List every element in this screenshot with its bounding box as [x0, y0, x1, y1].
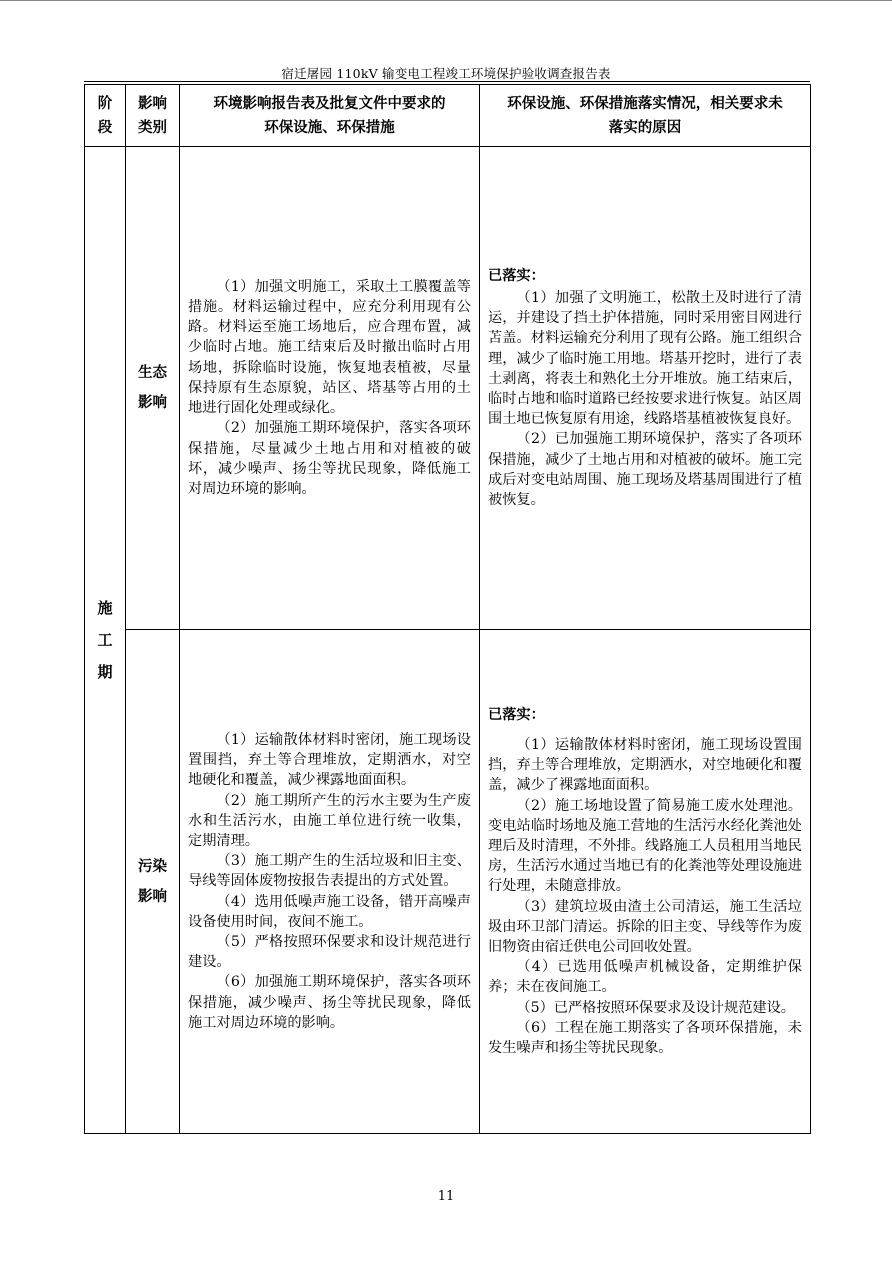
header-stage: [85, 85, 126, 147]
implementation-item: （5）已严格按照环保要求及设计规范建设。: [516, 999, 795, 1016]
type-ecological-line-2: 影响: [138, 395, 167, 411]
header-requirements-line-2: 环保设施、环保措施: [264, 119, 395, 136]
requirements-cell-ecological: [180, 147, 480, 630]
top-border-line: [0, 0, 892, 1]
header-implementation-line-1: 环保设施、环保措施落实情况，相关要求未: [507, 95, 783, 112]
implementation-item: （2）已加强施工期环境保护，落实了各项环保措施，减少了土地占用和对植被的破坏。施工完成后对变电站周围、施工现场及塔基周围进行了植被恢复。: [488, 431, 802, 509]
header-implementation: [480, 85, 811, 147]
requirement-item: （5）严格按照环保要求和设计规范进行建设。: [188, 934, 471, 971]
stage-char-3: 期: [97, 663, 113, 681]
requirement-item: （1）运输散体材料时密闭，施工现场设置围挡，弃土等合理堆放，定期洒水，对空地硬化和覆盖，减少裸露地面面积。: [188, 731, 471, 789]
table-header-row: [85, 85, 811, 147]
requirement-item: （1）加强文明施工，采取土工膜覆盖等措施。材料运输过程中，应充分利用现有公路。材料运至施工场地后，应合理布置，减少临时占地。施工结束后及时撤出临时占用场地，拆除临时设施，恢复地表植被，尽量保持原有生态原貌，站区、塔基等占用的土地进行固化处理或绿化。: [188, 278, 471, 417]
implementation-item: （1）运输散体材料时密闭，施工现场设置围挡，弃土等合理堆放，定期洒水，对空地硬化和覆盖，减少了裸露地面面积。: [488, 736, 802, 794]
requirement-item: （4）选用低噪声施工设备，错开高噪声设备使用时间，夜间不施工。: [188, 893, 471, 930]
status-label: 已落实：: [488, 706, 545, 723]
type-cell-pollution: [126, 630, 180, 1134]
header-type: [126, 85, 180, 147]
header-implementation-line-2: 落实的原因: [608, 119, 682, 136]
report-header-title: 宿迁屠园 110kV 输变电工程竣工环境保护验收调查报告表: [281, 66, 611, 81]
implementation-item: （4）已选用低噪声机械设备，定期维护保养；未在夜间施工。: [488, 959, 802, 996]
page-number: 11: [437, 1189, 455, 1204]
requirement-item: （2）施工期所产生的污水主要为生产废水和生活污水，由施工单位进行统一收集，定期清理。: [188, 792, 471, 849]
requirement-item: （3）施工期产生的生活垃圾和旧主变、导线等固体废物按报告表提出的方式处置。: [188, 853, 471, 890]
stage-char-1: 施: [97, 599, 113, 617]
type-pollution-line-1: 污染: [138, 858, 167, 875]
requirements-cell-pollution: [180, 630, 480, 1134]
header-type-line-2: 类别: [138, 119, 167, 136]
status-label: 已落实：: [488, 267, 545, 284]
implementation-cell-ecological: [480, 147, 811, 630]
stage-char-2: 工: [97, 631, 113, 649]
header-requirements-line-1: 环境影响报告表及批复文件中要求的: [213, 95, 446, 112]
implementation-cell-pollution: [480, 630, 811, 1134]
table-row-pollution: [85, 630, 811, 1134]
implementation-item: （1）加强了文明施工，松散土及时进行了清运，并建设了挡土护体措施，同时采用密目网进行苫盖。材料运输充分利用了现有公路。施工组织合理，减少了临时施工用地。塔基开挖时，进行了表土剥离，将表土和熟化土分开堆放。施工结束后，临时占地和临时道路已经按要求进行恢复。站区周围土地已恢复原有用途，线路塔基植被恢复良好。: [488, 289, 802, 428]
type-cell-ecological: [126, 147, 180, 630]
type-pollution-line-2: 影响: [138, 888, 167, 905]
header-requirements: [180, 85, 480, 147]
stage-cell: [85, 147, 126, 1134]
requirement-item: （2）加强施工期环境保护，落实各项环保措施，尽量减少土地占用和对植被的破坏，减少噪声、扬尘等扰民现象，降低施工对周边环境的影响。: [188, 420, 471, 497]
implementation-item: （3）建筑垃圾由渣土公司清运，施工生活垃圾由环卫部门清运。拆除的旧主变、导线等作为废旧物资由宿迁供电公司回收处置。: [488, 898, 802, 955]
measures-table: [84, 84, 811, 1134]
header-rule: [84, 81, 810, 82]
header-type-line-1: 影响: [138, 95, 167, 112]
type-ecological-line-1: 生态: [138, 365, 167, 381]
implementation-item: （6）工程在施工期落实了各项环保措施，未发生噪声和扬尘等扰民现象。: [488, 1019, 802, 1057]
requirement-item: （6）加强施工期环境保护，落实各项环保措施，减少噪声、扬尘等扰民现象，降低施工对周边环境的影响。: [188, 974, 471, 1031]
header-stage-line-2: 段: [97, 119, 113, 136]
header-stage-line-1: 阶: [97, 95, 113, 112]
table-row-ecological: [85, 147, 811, 630]
implementation-item: （2）施工场地设置了简易施工废水处理池。变电站临时场地及施工营地的生活污水经化粪池处理后及时清理，不外排。线路施工人员租用当地民房，生活污水通过当地已有的化粪池等处理设施进行处理，未随意排放。: [488, 797, 802, 895]
